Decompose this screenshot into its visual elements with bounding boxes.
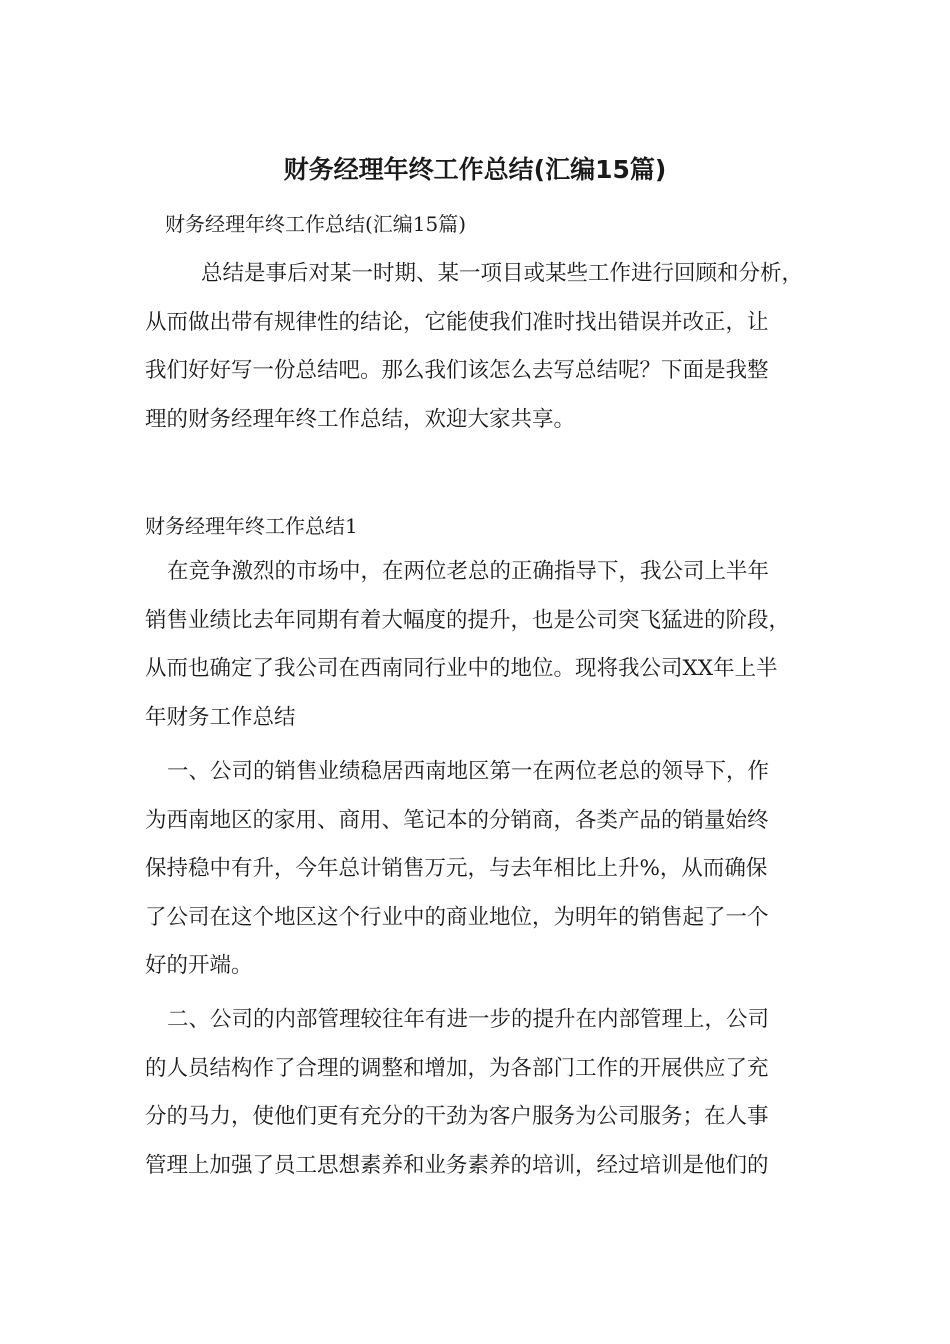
body-paragraph-3 [145,996,825,1190]
paragraph-line: 管理上加强了员工思想素养和业务素养的培训，经过培训是他们的 [145,1152,769,1178]
intro-paragraph [145,250,825,444]
paragraph-line: 在竞争激烈的市场中，在两位老总的正确指导下，我公司上半年 [167,559,770,584]
paragraph-line: 一、公司的销售业绩稳居西南地区第一在两位老总的领导下，作 [167,759,770,784]
body-paragraph-1 [145,548,825,742]
paragraph-line: 好的开端。 [145,953,253,978]
paragraph-line: 分的马力，使他们更有充分的干劲为客户服务为公司服务；在人事 [145,1104,769,1129]
body-paragraph-2 [145,748,825,991]
paragraph-line: 保持稳中有升，今年总计销售万元，与去年相比上升%，从而确保 [145,856,768,881]
paragraph-line: 理的财务经理年终工作总结，欢迎大家共享。 [145,406,576,432]
paragraph-line: 我们好好写一份总结吧。那么我们该怎么去写总结呢？下面是我整 [145,358,769,383]
document-title: 财务经理年终工作总结(汇编15篇) [283,155,667,184]
document-subtitle: 财务经理年终工作总结(汇编15篇) [165,212,467,236]
paragraph-line: 从而做出带有规律性的结论，它能使我们准时找出错误并改正，让 [145,309,769,335]
paragraph-line: 销售业绩比去年同期有着大幅度的提升，也是公司突飞猛进的阶段， [145,607,791,633]
paragraph-line: 二、公司的内部管理较往年有进一步的提升在内部管理上，公司 [167,1007,770,1032]
section-heading: 财务经理年终工作总结1 [145,514,358,538]
paragraph-line: 年财务工作总结 [145,704,296,730]
paragraph-line: 总结是事后对某一时期、某一项目或某些工作进行回顾和分析， [201,261,804,286]
paragraph-line: 为西南地区的家用、商用、笔记本的分销商，各类产品的销量始终 [145,807,769,833]
paragraph-line: 的人员结构作了合理的调整和增加，为各部门工作的开展供应了充 [145,1055,769,1081]
paragraph-line: 从而也确定了我公司在西南同行业中的地位。现将我公司XX年上半 [145,656,778,681]
paragraph-line: 了公司在这个地区这个行业中的商业地位，为明年的销售起了一个 [145,904,769,930]
